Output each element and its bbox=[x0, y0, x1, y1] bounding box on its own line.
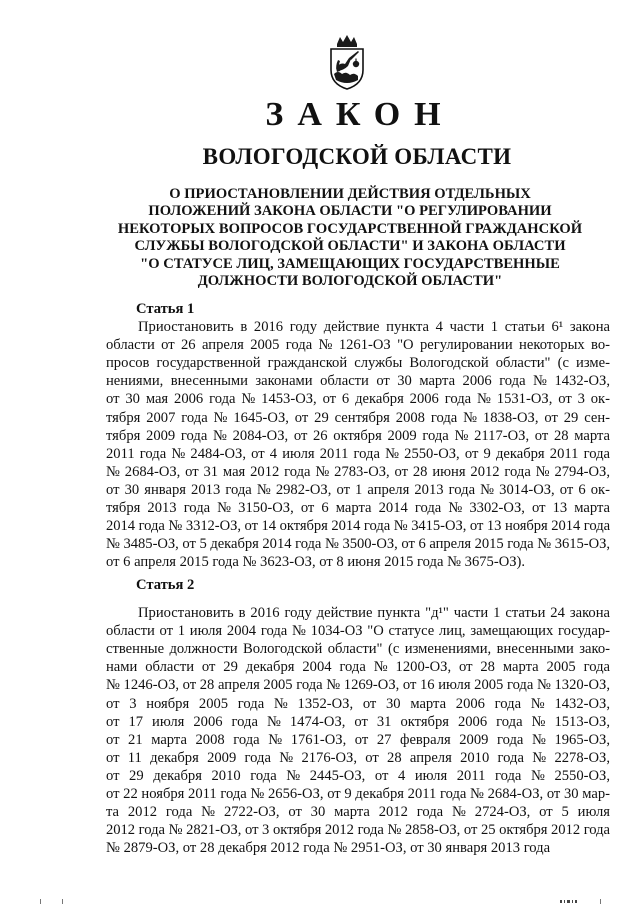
text-line: та 2012 года № 2722-ОЗ, от 30 марта 2012 года № 2724-ОЗ, от 5 июля bbox=[106, 804, 610, 821]
text-line: № 1246-ОЗ, от 28 апреля 2005 года № 1269-ОЗ, от 16 июля 2005 года № 1320-ОЗ, bbox=[106, 677, 610, 694]
article-1 bbox=[106, 300, 610, 571]
coat-of-arms-icon bbox=[328, 34, 366, 90]
text-line: 2012 года № 2821-ОЗ, от 3 октября 2012 года № 2858-ОЗ, от 25 октября 2012 года bbox=[106, 822, 610, 839]
text-line: от 22 ноября 2011 года № 2656-ОЗ, от 9 декабря 2011 года № 2684-ОЗ, от 30 мар- bbox=[106, 786, 610, 803]
text-line: 2011 года № 2484-ОЗ, от 4 июля 2011 года № 2550-ОЗ, от 9 декабря 2011 года bbox=[106, 445, 610, 462]
text-line: № 2879-ОЗ, от 28 декабря 2012 года № 2951-ОЗ, от 30 января 2013 года bbox=[106, 840, 551, 857]
subtitle-line: О ПРИОСТАНОВЛЕНИИ ДЕЙСТВИЯ ОТДЕЛЬНЫХ bbox=[169, 186, 531, 202]
subtitle-line: ПОЛОЖЕНИЙ ЗАКОНА ОБЛАСТИ "О РЕГУЛИРОВАНИИ bbox=[148, 203, 552, 220]
document-type-title: ЗАКОН bbox=[265, 96, 455, 133]
text-line: тября 2013 года № 3150-ОЗ, от 6 марта 2014 года № 3302-ОЗ, от 13 марта bbox=[106, 500, 610, 517]
subtitle-line: СЛУЖБЫ ВОЛОГОДСКОЙ ОБЛАСТИ" И ЗАКОНА ОБЛАСТИ bbox=[134, 238, 566, 255]
article-2 bbox=[106, 576, 610, 857]
article-heading: Статья 2 bbox=[136, 577, 195, 593]
article-body bbox=[106, 604, 610, 857]
text-line: от 21 марта 2008 года № 1761-ОЗ, от 27 февраля 2009 года № 1965-ОЗ, bbox=[106, 731, 610, 748]
text-line: от 29 декабря 2010 года № 2445-ОЗ, от 4 июля 2011 года № 2550-ОЗ, bbox=[106, 767, 610, 784]
scan-artifacts bbox=[0, 898, 640, 905]
text-line: от 11 декабря 2009 года № 2176-ОЗ, от 28 апреля 2010 года № 2278-ОЗ, bbox=[106, 749, 610, 766]
text-line: ственные должности Вологодской области" (с изменениями, внесенными зако- bbox=[106, 641, 610, 658]
text-line: нами области от 29 декабря 2004 года № 1200-ОЗ, от 28 марта 2005 года bbox=[106, 659, 610, 676]
text-line: № 3485-ОЗ, от 5 декабря 2014 года № 3500-ОЗ, от 6 апреля 2015 года № 3615-ОЗ, bbox=[106, 536, 610, 553]
text-line: от 30 января 2013 года № 2982-ОЗ, от 1 апреля 2013 года № 3014-ОЗ, от 6 ок- bbox=[106, 481, 610, 498]
text-line: № 2684-ОЗ, от 31 мая 2012 года № 2783-ОЗ, от 28 июня 2012 года № 2794-ОЗ, bbox=[106, 463, 610, 480]
subtitle-line: НЕКОТОРЫХ ВОПРОСОВ ГОСУДАРСТВЕННОЙ ГРАЖДАНСКОЙ bbox=[117, 220, 583, 237]
text-line: от 30 мая 2006 года № 1453-ОЗ, от 6 декабря 2006 года № 1531-ОЗ, от 3 ок- bbox=[106, 391, 610, 408]
text-line: 2014 года № 3312-ОЗ, от 14 октября 2014 года № 3415-ОЗ, от 13 ноября 2014 года bbox=[106, 518, 610, 535]
text-line: нениями, внесенными законами области от 30 марта 2006 года № 1432-ОЗ, bbox=[106, 373, 610, 390]
text-line: от 6 апреля 2015 года № 3623-ОЗ, от 8 июня 2015 года № 3675-ОЗ). bbox=[106, 554, 526, 571]
law-subtitle bbox=[100, 186, 600, 290]
text-line: Приостановить в 2016 году действие пункта "д¹" части 1 статьи 24 закона bbox=[138, 605, 610, 622]
region-title: ВОЛОГОДСКОЙ ОБЛАСТИ bbox=[202, 144, 512, 169]
text-line: области от 1 июля 2004 года № 1034-ОЗ "О статусе лиц, замещающих государ- bbox=[106, 623, 610, 640]
text-line: Приостановить в 2016 году действие пункта 4 части 1 статьи 6¹ закона bbox=[138, 319, 610, 336]
text-line: от 17 июля 2006 года № 1474-ОЗ, от 31 октября 2006 года № 1513-ОЗ, bbox=[106, 713, 610, 730]
text-line: области от 26 апреля 2005 года № 1261-ОЗ "О регулировании некоторых во- bbox=[106, 337, 610, 354]
subtitle-line: ДОЛЖНОСТИ ВОЛОГОДСКОЙ ОБЛАСТИ" bbox=[197, 273, 503, 290]
article-heading: Статья 1 bbox=[136, 301, 195, 317]
text-line: тября 2009 года № 2084-ОЗ, от 26 октября 2009 года № 2117-ОЗ, от 28 марта bbox=[106, 427, 610, 444]
text-line: просов государственной гражданской службы Вологодской области" (с изме- bbox=[106, 355, 610, 372]
subtitle-line: "О СТАТУСЕ ЛИЦ, ЗАМЕЩАЮЩИХ ГОСУДАРСТВЕННЫЕ bbox=[140, 255, 560, 272]
text-line: тября 2007 года № 1645-ОЗ, от 29 сентября 2008 года № 1838-ОЗ, от 29 сен- bbox=[106, 409, 610, 426]
text-line: от 3 ноября 2005 года № 1352-ОЗ, от 30 марта 2006 года № 1432-ОЗ, bbox=[106, 695, 610, 712]
article-body bbox=[106, 318, 610, 571]
